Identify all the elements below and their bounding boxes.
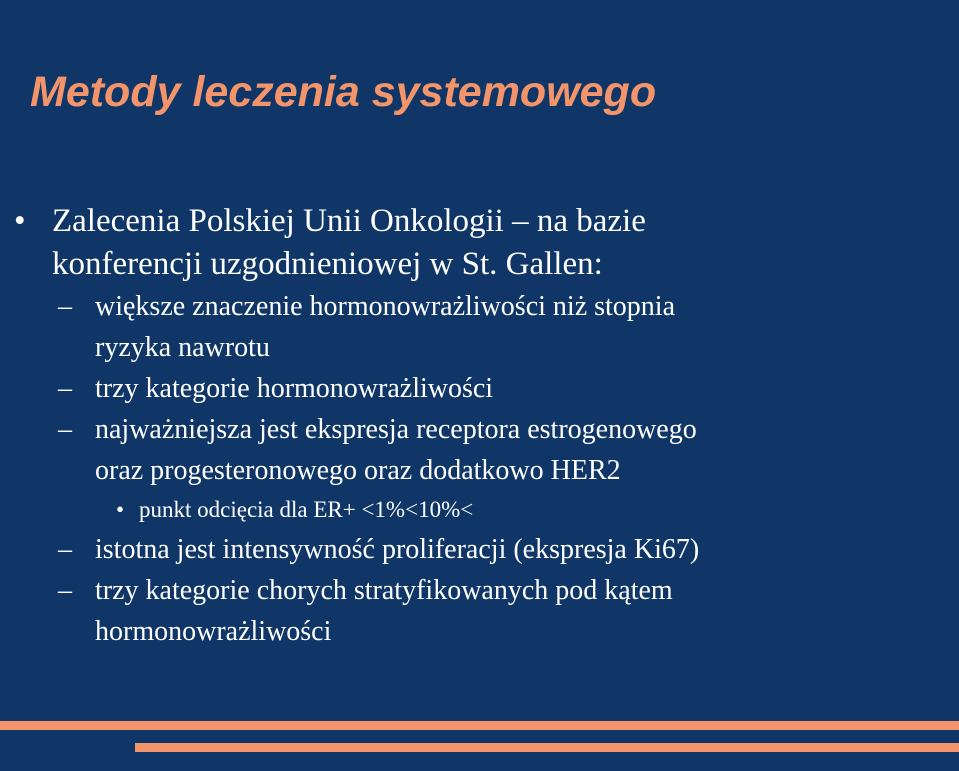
sub-item-line: oraz progesteronowego oraz dodatkowo HER2 — [95, 455, 621, 486]
sub-item-line: hormonowrażliwości — [95, 616, 332, 647]
decorative-bar-top — [0, 721, 959, 730]
sub-item — [0, 529, 959, 570]
slide-content — [0, 200, 959, 652]
dash-mark: – — [58, 575, 72, 606]
dash-mark: – — [58, 373, 72, 404]
dash-mark: – — [58, 534, 72, 565]
dash-mark: – — [58, 291, 72, 322]
sub-item-line: istotna jest intensywność proliferacji (ekspresja Ki67) — [95, 534, 700, 565]
sub-item — [0, 409, 959, 491]
sub-bullet-mark: • — [116, 497, 125, 522]
sub-item-line: ryzyka nawrotu — [95, 332, 270, 363]
bullet-mark: • — [14, 203, 26, 239]
bullet-line: Zalecenia Polskiej Unii Onkologii – na bazie — [52, 203, 646, 239]
bullet-item — [0, 200, 959, 286]
slide-title: Metody leczenia systemowego — [30, 68, 657, 116]
sub-item-line: trzy kategorie hormonowrażliwości — [95, 373, 494, 404]
sub-sub-item — [0, 491, 959, 529]
dash-mark: – — [58, 414, 72, 445]
decorative-bar-bottom — [135, 743, 959, 752]
sub-item — [0, 368, 959, 409]
sub-item — [0, 286, 959, 368]
sub-item-line: większe znaczenie hormonowrażliwości niż stopnia — [95, 291, 676, 322]
sub-item-line: najważniejsza jest ekspresja receptora estrogenowego — [95, 414, 697, 445]
bullet-line: konferencji uzgodnieniowej w St. Gallen: — [52, 246, 603, 282]
sub-item — [0, 570, 959, 652]
sub-sub-item-line: punkt odcięcia dla ER+ <1%<10%< — [139, 497, 474, 522]
sub-item-line: trzy kategorie chorych stratyfikowanych pod kątem — [95, 575, 673, 606]
